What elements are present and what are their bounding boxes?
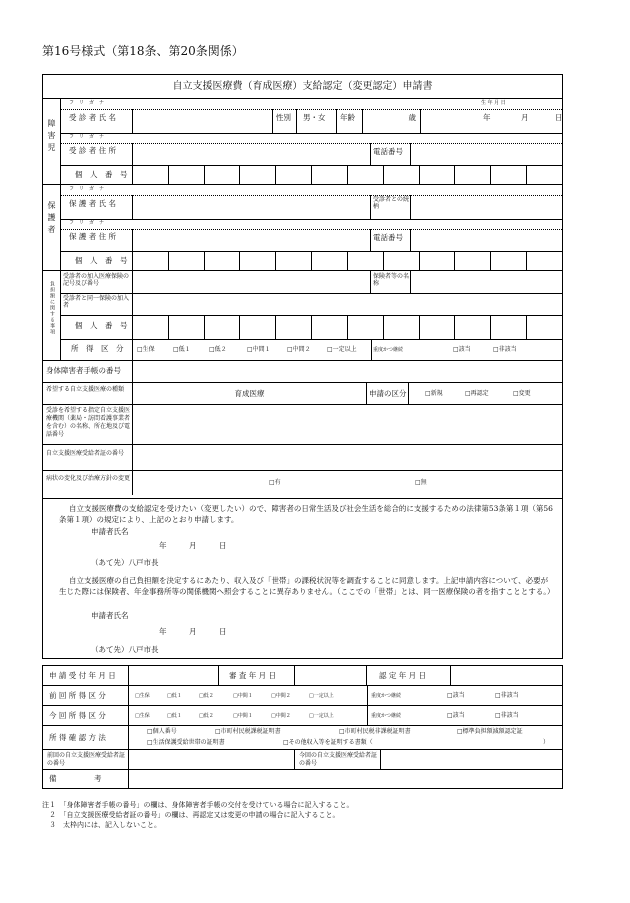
patient-name-label: 受 診 者 氏 名 xyxy=(69,113,117,122)
guardian-mynumber-field[interactable] xyxy=(133,251,562,271)
handbook-label: 身体障害者手帳の番号 xyxy=(46,366,121,375)
confirm-opt-mynumber[interactable]: □個人番号 xyxy=(147,728,177,735)
relation-field[interactable] xyxy=(411,195,562,219)
prev-income-opt-0[interactable]: □生保 xyxy=(135,693,150,699)
patient-mynumber-field[interactable] xyxy=(133,165,562,185)
guardian-name-label: 保 護 者 氏 名 xyxy=(69,199,117,208)
policy-row xyxy=(43,471,562,495)
income-label: 所 得 区 分 xyxy=(71,344,124,353)
curr-cert-field[interactable] xyxy=(381,750,562,769)
approved-label: 認 定 年 月 日 xyxy=(379,671,427,680)
certificate-number-field[interactable] xyxy=(133,445,562,470)
handbook-row xyxy=(43,361,562,383)
income-opt-4[interactable]: □中間２ xyxy=(287,346,311,353)
consent-applicant-label: 申請者氏名 xyxy=(91,611,129,620)
severe-label: 重度かつ継続 xyxy=(373,347,404,353)
medical-type-row xyxy=(43,383,562,405)
birth-month: 月 xyxy=(521,113,529,122)
policy-label: 病状の変化及び治療方針の変更 xyxy=(46,475,131,482)
confirm-opt-other[interactable]: □その他収入等を証明する書類（ xyxy=(283,739,373,746)
guardian-name-field[interactable] xyxy=(133,195,371,219)
curr-income-opt-3[interactable]: □中間１ xyxy=(233,713,253,719)
prev-income-opt-4[interactable]: □中間２ xyxy=(271,693,291,699)
medical-type-label: 希望する自立支援医療の種類 xyxy=(46,386,125,393)
guardian-phone-field[interactable] xyxy=(411,229,562,251)
institution-label: 受診を希望する指定自立支援医療機関（薬局・訪問看護事業者を含む）の名称、所在地及び電話番号 xyxy=(46,407,131,438)
office-use-box xyxy=(42,665,563,789)
birth-year: 年 xyxy=(483,113,491,122)
confirm-opt-reduction[interactable]: □標準負担額減額認定証 xyxy=(457,728,523,735)
note-3: ３ 太枠内には、記入しないこと。 xyxy=(42,821,161,829)
patient-furigana-label: フ リ ガ ナ xyxy=(69,100,105,106)
burden-mynumber-label: 個 人 番 号 xyxy=(75,321,128,330)
patient-section xyxy=(43,99,562,185)
prev-cert-field[interactable] xyxy=(129,750,295,769)
policy-opt-yes[interactable]: □有 xyxy=(269,479,281,486)
declaration-area xyxy=(42,499,563,659)
consent-date: 年 月 日 xyxy=(159,627,227,636)
declaration-addressee: （あて先）八戸市長 xyxy=(91,558,159,567)
policy-opt-no[interactable]: □無 xyxy=(415,479,427,486)
insurance-symbol-label: 受診者の加入医療保険の記号及び番号 xyxy=(63,273,130,288)
approved-field[interactable] xyxy=(451,666,562,685)
declaration-text: 自立支援医療費の支給認定を受けたい（変更したい）ので、障害者の日常生活及び社会生活を総合的に支援するための法律第53条第１項（第56条第１項）の規定により、上記のとおり申請します。 xyxy=(59,504,553,524)
age-unit: 歳 xyxy=(408,113,416,122)
curr-income-opt-0[interactable]: □生保 xyxy=(135,713,150,719)
remarks-label: 備 考 xyxy=(49,774,102,783)
guardian-section xyxy=(43,185,562,271)
same-insurance-label: 受診者と同一保険の加入者 xyxy=(63,295,130,310)
curr-cert-label: 今回の自立支援医療受給者証の番号 xyxy=(299,752,378,767)
birth-day: 日 xyxy=(555,113,563,122)
institution-row xyxy=(43,405,562,445)
note-1: 注１ 「身体障害者手帳の番号」の欄は、身体障害者手帳の交付を受けている場合に記入すること。 xyxy=(42,801,354,809)
handbook-field[interactable] xyxy=(133,361,562,382)
confirm-opt-welfare[interactable]: □生活保護受給世帯の証明書 xyxy=(147,739,225,746)
patient-phone-label: 電話番号 xyxy=(373,147,403,156)
income-opt-1[interactable]: □低１ xyxy=(173,346,191,353)
remarks-field[interactable] xyxy=(129,770,562,788)
received-label: 申 請 受 付 年 月 日 xyxy=(49,671,116,680)
guardian-mynumber-label: 個 人 番 号 xyxy=(75,256,128,265)
note-2: ２ 「自立支援医療受給者証の番号」の欄は、再認定又は変更の申請の場合に記入すること。 xyxy=(42,811,340,819)
guardian-address-furigana: フ リ ガ ナ xyxy=(69,220,105,226)
prev-severe-label: 重度かつ継続 xyxy=(371,693,402,699)
form-title: 自立支援医療費（育成医療）支給認定（変更認定）申請書 xyxy=(172,81,433,92)
patient-address-furigana: フ リ ガ ナ xyxy=(69,134,105,140)
consent-text: 自立支援医療の自己負担額を決定するにあたり、収入及び「世帯」の課税状況等を調査することに同意します。上記申請内容について、必要が生じた際には保険者、年金事務所等の関係機関へ照会することに異存ありません。（ここでの「世帯」とは、同一医療保険の者を指すこととする。） xyxy=(59,576,555,596)
prev-income-opt-5[interactable]: □一定以上 xyxy=(309,693,334,699)
certificate-row xyxy=(43,445,562,471)
curr-income-opt-1[interactable]: □低１ xyxy=(167,713,182,719)
insurer-name-label: 保険者等の名称 xyxy=(373,273,410,288)
guardian-group-label: 保護者 xyxy=(47,201,56,237)
confirm-opt-other-close: ） xyxy=(543,739,550,746)
certificate-number-label: 自立支援医療受給者証の番号 xyxy=(46,450,125,457)
curr-income-opt-2[interactable]: □低２ xyxy=(199,713,214,719)
title-row xyxy=(43,75,562,99)
same-insurance-field[interactable] xyxy=(133,293,562,315)
income-opt-5[interactable]: □一定以上 xyxy=(327,346,357,353)
severe-opt-no[interactable]: □非該当 xyxy=(493,346,517,353)
insurance-symbol-field[interactable] xyxy=(133,271,371,293)
birth-date-field[interactable] xyxy=(421,109,562,133)
prev-severe-yes[interactable]: □該当 xyxy=(447,692,465,699)
income-opt-0[interactable]: □生保 xyxy=(137,346,155,353)
confirm-opt-untaxed[interactable]: □市町村民税非課税証明書 xyxy=(339,728,411,735)
confirm-opt-taxed[interactable]: □市町村民税課税証明書 xyxy=(215,728,281,735)
patient-address-field[interactable] xyxy=(133,143,371,165)
application-opt-renew[interactable]: □再認定 xyxy=(465,390,489,397)
patient-phone-field[interactable] xyxy=(411,143,562,165)
curr-severe-label: 重度かつ継続 xyxy=(371,713,402,719)
relation-label: 受診者との続柄 xyxy=(373,196,410,211)
curr-severe-yes[interactable]: □該当 xyxy=(447,712,465,719)
declaration-applicant-label: 申請者氏名 xyxy=(91,527,129,536)
prev-income-opt-3[interactable]: □中間１ xyxy=(233,693,253,699)
burden-section xyxy=(43,271,562,361)
income-opt-2[interactable]: □低２ xyxy=(209,346,227,353)
prev-severe-no[interactable]: □非該当 xyxy=(495,692,519,699)
guardian-address-label: 保 護 者 住 所 xyxy=(69,232,117,241)
prev-income-opt-1[interactable]: □低１ xyxy=(167,693,182,699)
confirm-label: 所 得 確 認 方 法 xyxy=(49,733,106,742)
guardian-phone-label: 電話番号 xyxy=(373,233,403,242)
curr-income-opt-4[interactable]: □中間２ xyxy=(271,713,291,719)
prev-income-opt-2[interactable]: □低２ xyxy=(199,693,214,699)
sex-options[interactable]: 男・女 xyxy=(303,113,326,122)
guardian-address-field[interactable] xyxy=(133,229,371,251)
application-type-label: 申請の区分 xyxy=(369,389,407,398)
application-form xyxy=(42,74,563,499)
prev-cert-label: 前回の自立支援医療受給者証の番号 xyxy=(47,752,126,767)
curr-income-opt-5[interactable]: □一定以上 xyxy=(309,713,334,719)
guardian-furigana-label: フ リ ガ ナ xyxy=(69,186,105,192)
declaration-date: 年 月 日 xyxy=(159,541,227,550)
review-label: 審 査 年 月 日 xyxy=(229,671,277,680)
prev-income-label: 前 回 所 得 区 分 xyxy=(49,691,106,700)
notes xyxy=(42,800,572,830)
patient-name-field[interactable] xyxy=(133,109,273,133)
application-opt-new[interactable]: □新規 xyxy=(425,390,443,397)
patient-mynumber-label: 個 人 番 号 xyxy=(75,170,128,179)
medical-type-value: 育成医療 xyxy=(234,389,265,398)
patient-group xyxy=(43,99,61,184)
patient-group-label: 障害児 xyxy=(47,119,56,155)
patient-birth-label: 生 年 月 日 xyxy=(481,100,506,106)
curr-income-label: 今 回 所 得 区 分 xyxy=(49,711,106,720)
burden-mynumber-field[interactable] xyxy=(133,315,562,339)
patient-address-label: 受 診 者 住 所 xyxy=(69,146,117,155)
institution-field[interactable] xyxy=(133,405,562,444)
sex-label: 性別 xyxy=(276,113,291,122)
form-number: 第16号様式（第18条、第20条関係） xyxy=(42,44,244,58)
severe-opt-yes[interactable]: □該当 xyxy=(453,346,471,353)
insurer-name-field[interactable] xyxy=(411,271,562,293)
burden-group-label: 負担額に関する事項 xyxy=(49,281,55,335)
age-label: 年齢 xyxy=(340,113,355,122)
curr-severe-no[interactable]: □非該当 xyxy=(495,712,519,719)
income-opt-3[interactable]: □中間１ xyxy=(247,346,271,353)
received-field[interactable] xyxy=(129,666,219,685)
application-opt-change[interactable]: □変更 xyxy=(513,390,531,397)
consent-addressee: （あて先）八戸市長 xyxy=(91,645,159,654)
review-field[interactable] xyxy=(295,666,367,685)
